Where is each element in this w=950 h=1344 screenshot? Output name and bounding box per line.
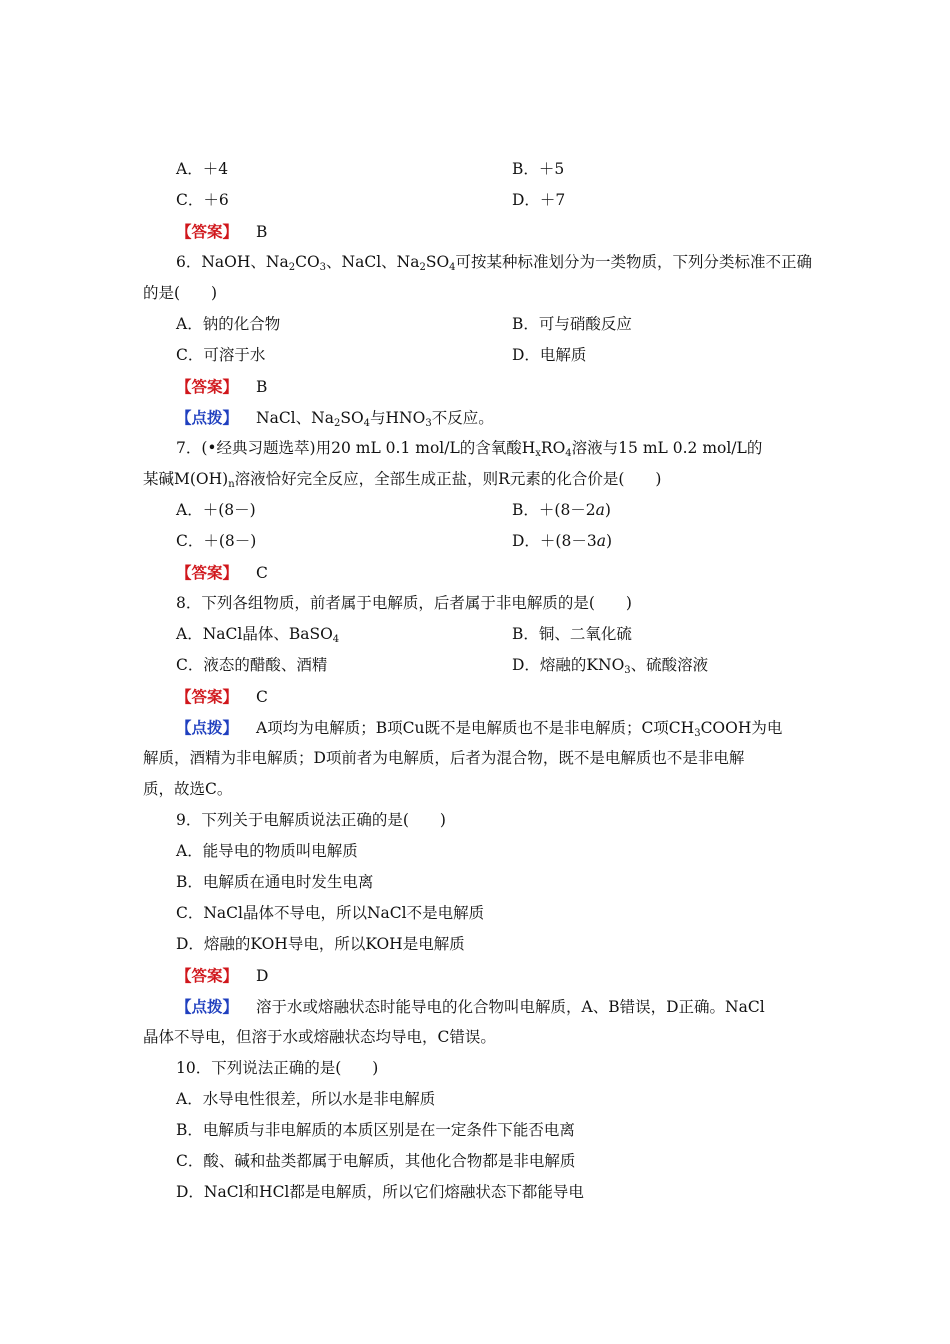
q7-option-d	[512, 526, 612, 557]
q8-option-d-text: 、硫酸溶液	[630, 656, 709, 674]
subscript: 4	[449, 262, 456, 273]
q7-answer	[0, 557, 950, 588]
q8-tip-text: 质，故选C。	[143, 780, 233, 798]
q7-stem-text: 溶液与15 mL 0.2 mol/L的	[571, 439, 763, 457]
q5-option-d: D．＋7	[512, 191, 566, 209]
q9-tip-text: 晶体不导电，但溶于水或熔融状态均导电，C错误。	[143, 1028, 496, 1046]
q10-option-d-row	[0, 1177, 950, 1208]
q8-answer	[0, 681, 950, 712]
subscript: 4	[332, 634, 340, 645]
q6-answer	[0, 371, 950, 402]
answer-tag: 【答案】	[176, 687, 239, 706]
q6-option-c: C．可溶于水	[176, 346, 266, 364]
subscript: 3	[425, 418, 432, 429]
q5-answer	[0, 216, 950, 247]
q10-option-c-row	[0, 1146, 950, 1177]
subscript: 3	[624, 665, 631, 676]
q5-options-row-1	[0, 154, 950, 185]
q8-tip-text: COOH为电	[700, 719, 783, 737]
q7-options-row-2	[0, 526, 950, 557]
q8-option-d-text: D．熔融的KNO	[512, 656, 625, 674]
q8-tip-text: 解质，酒精为非电解质；D项前者为电解质，后者为混合物，既不是电解质也不是非电解	[143, 749, 745, 767]
q8-tip-line-2	[0, 743, 950, 774]
q10-option-d: D．NaCl和HCl都是电解质，所以它们熔融状态下都能导电	[176, 1183, 584, 1201]
q9-option-a: A．能导电的物质叫电解质	[176, 842, 358, 860]
subscript: 3	[694, 728, 701, 739]
q9-option-d: D．熔融的KOH导电，所以KOH是电解质	[176, 935, 465, 953]
q10-option-b-row	[0, 1115, 950, 1146]
subscript: n	[228, 479, 235, 490]
variable-a: a	[595, 501, 605, 519]
q8-tip-line-1	[0, 712, 950, 743]
tip-tag: 【点拨】	[176, 718, 239, 737]
q5-option-c: C．＋6	[176, 191, 229, 209]
q8-tip-text: A项均为电解质；B项Cu既不是电解质也不是非电解质；C项CH	[256, 719, 695, 737]
q6-stem-line-2	[0, 278, 950, 309]
q6-option-d: D．电解质	[512, 346, 587, 364]
answer-value: C	[256, 688, 268, 706]
q6-option-a: A．钠的化合物	[176, 315, 281, 333]
q8-options-row-1	[0, 619, 950, 650]
answer-value: B	[256, 378, 268, 396]
subscript: 4	[565, 448, 572, 459]
q9-option-a-row	[0, 836, 950, 867]
q6-option-b: B．可与硝酸反应	[512, 315, 632, 333]
q7-stem-text: 溶液恰好完全反应，全部生成正盐，则R元素的化合价是( )	[234, 470, 662, 488]
answer-value: C	[256, 564, 268, 582]
q6-stem-text: 、NaCl、Na	[326, 253, 420, 271]
subscript: 2	[333, 418, 341, 429]
q6-stem-text: 可按某种标准划分为一类物质，下列分类标准不正确	[455, 253, 813, 271]
q10-option-b: B．电解质与非电解质的本质区别是在一定条件下能否电离	[176, 1121, 575, 1139]
q10-option-c: C．酸、碱和盐类都属于电解质，其他化合物都是非电解质	[176, 1152, 576, 1170]
subscript: 2	[288, 262, 296, 273]
q9-tip-line-2	[0, 1022, 950, 1053]
subscript: 4	[363, 418, 371, 429]
q6-tip-text: NaCl、Na	[256, 409, 334, 427]
q6-tip-text: 不反应。	[431, 409, 494, 427]
q6-stem-text: 6．NaOH、Na	[176, 253, 289, 271]
q7-option-d-text: D．＋(8－3	[512, 532, 597, 550]
variable-a: a	[596, 532, 606, 550]
q8-stem-text: 8．下列各组物质，前者属于电解质，后者属于非电解质的是( )	[176, 594, 632, 612]
q7-option-c: C．＋(8－)	[176, 532, 257, 550]
q10-stem	[0, 1053, 950, 1084]
q5-option-a: A．＋4	[176, 160, 229, 178]
q6-options-row-2	[0, 340, 950, 371]
q6-stem-line-1	[0, 247, 950, 278]
q5-options-row-2	[0, 185, 950, 216]
answer-value: B	[256, 223, 268, 241]
q7-option-b	[512, 495, 611, 526]
q6-tip-text: SO	[340, 409, 364, 427]
q7-stem-text: 7．(•经典习题选萃)用20 mL 0.1 mol/L的含氧酸H	[176, 439, 536, 457]
q7-option-a: A．＋(8－)	[176, 501, 256, 519]
tip-tag: 【点拨】	[176, 997, 239, 1016]
q8-option-c: C．液态的醋酸、酒精	[176, 656, 328, 674]
q10-option-a-row	[0, 1084, 950, 1115]
q9-option-b: B．电解质在通电时发生电离	[176, 873, 374, 891]
q9-stem	[0, 805, 950, 836]
q10-stem-text: 10．下列说法正确的是( )	[176, 1059, 379, 1077]
q7-options-row-1	[0, 495, 950, 526]
q9-tip-line-1	[0, 991, 950, 1022]
q7-stem-line-1	[0, 433, 950, 464]
q8-stem	[0, 588, 950, 619]
answer-tag: 【答案】	[176, 377, 239, 396]
answer-tag: 【答案】	[176, 222, 239, 241]
tip-tag: 【点拨】	[176, 408, 239, 427]
q8-tip-line-3	[0, 774, 950, 805]
q6-tip-text: 与HNO	[370, 409, 426, 427]
q9-tip-text: 溶于水或熔融状态时能导电的化合物叫电解质，A、B错误，D正确。NaCl	[256, 998, 765, 1016]
subscript: x	[535, 448, 541, 459]
answer-tag: 【答案】	[176, 966, 239, 985]
q9-answer	[0, 960, 950, 991]
q9-option-b-row	[0, 867, 950, 898]
q8-option-b: B．铜、二氧化硫	[512, 625, 632, 643]
q10-option-a: A．水导电性很差，所以水是非电解质	[176, 1090, 436, 1108]
q8-options-row-2	[0, 650, 950, 681]
subscript: 3	[319, 262, 327, 273]
answer-tag: 【答案】	[176, 563, 239, 582]
q8-option-a-text: A．NaCl晶体、BaSO	[176, 625, 333, 643]
q6-stem-text: CO	[295, 253, 320, 271]
q9-option-c-row	[0, 898, 950, 929]
q7-option-b-text: B．＋(8－2	[512, 501, 596, 519]
q9-option-c: C．NaCl晶体不导电，所以NaCl不是电解质	[176, 904, 485, 922]
q6-stem-text: 的是( )	[143, 284, 218, 302]
q7-stem-text: 某碱M(OH)	[143, 470, 229, 488]
q8-option-a	[176, 619, 339, 650]
q9-option-d-row	[0, 929, 950, 960]
q6-options-row-1	[0, 309, 950, 340]
q8-option-d	[512, 650, 708, 681]
answer-value: D	[256, 967, 269, 985]
q7-stem-text: RO	[540, 439, 566, 457]
q7-stem-line-2	[0, 464, 950, 495]
q6-stem-text: SO	[425, 253, 450, 271]
subscript: 2	[419, 262, 426, 273]
q5-option-b: B．＋5	[512, 160, 565, 178]
q7-option-b-text: )	[604, 501, 611, 519]
q7-option-d-text: )	[605, 532, 613, 550]
q6-tip	[0, 402, 950, 433]
q9-stem-text: 9．下列关于电解质说法正确的是( )	[176, 811, 446, 829]
